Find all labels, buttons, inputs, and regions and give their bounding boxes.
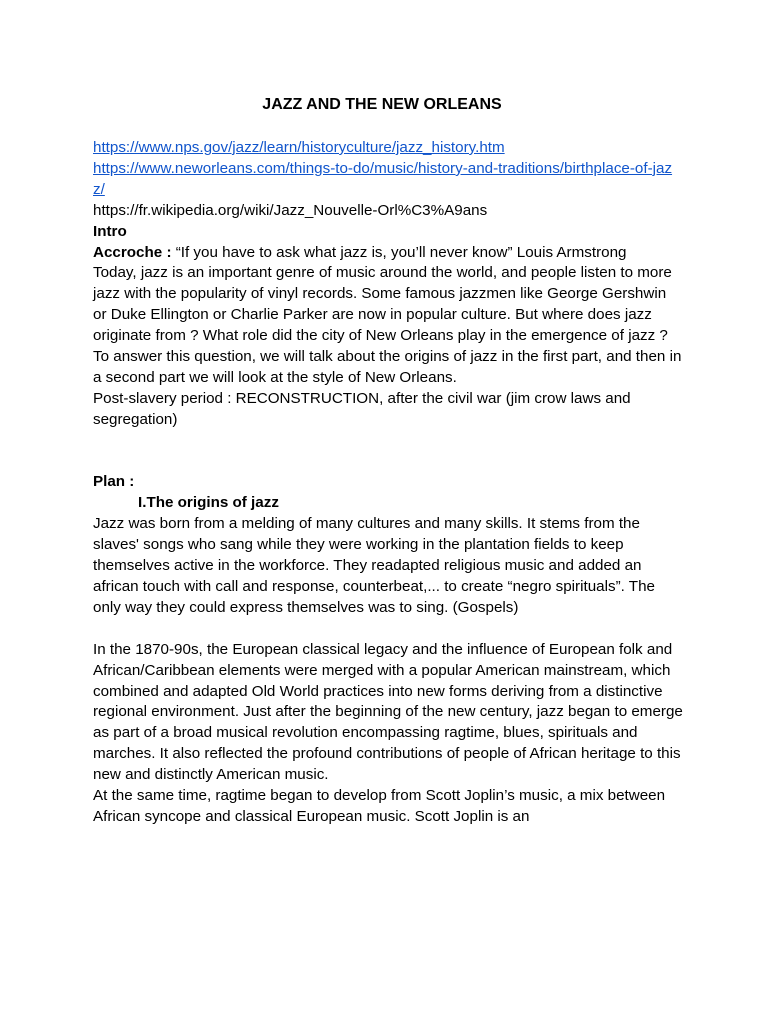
accroche-quote: “If you have to ask what jazz is, you’ll never know” Louis Armstrong (171, 243, 627, 261)
source-url-wikipedia: https://fr.wikipedia.org/wiki/Jazz_Nouvelle-Orl%C3%A9ans (93, 201, 488, 219)
section-one-paragraph-3: At the same time, ragtime began to develop from Scott Joplin’s music, a mix between African syncope and classical European music. Scott Joplin is an (93, 787, 666, 825)
spacer (93, 431, 683, 473)
accroche-label: Accroche : (93, 243, 172, 261)
spacer (93, 619, 683, 640)
document-content (93, 95, 683, 828)
plan-heading: Plan : (93, 473, 135, 491)
source-link-neworleans[interactable]: https://www.neworleans.com/things-to-do/music/history-and-traditions/birthplace-of-jazz/ (93, 159, 673, 198)
source-link-nps[interactable]: https://www.nps.gov/jazz/learn/historyculture/jazz_history.htm (93, 139, 505, 156)
section-one-heading: I.The origins of jazz (138, 494, 279, 512)
section-one-paragraph-2: In the 1870-90s, the European classical legacy and the influence of European folk and African/Caribbean elements were merged with a popular American mainstream, which combined and adapted Old World practices into new forms deriving from a distinctive regional environment. Just after the beginning of the new century, jazz began to emerge as part of a broad musical revolution encompassing ragtime, blues, spirituals and marches. It also reflected the profound contributions of people of African heritage to this new and distinctly American music. (93, 640, 683, 784)
document-title: JAZZ AND THE NEW ORLEANS (262, 96, 502, 113)
intro-paragraph: Today, jazz is an important genre of music around the world, and people listen to more jazz with the popularity of vinyl records. Some famous jazzmen like George Gershwin or Duke Ellington or Charlie Parker are now in popular culture. But where does jazz originate from ? What role did the city of New Orleans play in the emergence of jazz ? To answer this question, we will talk about the origins of jazz in the first part, and then in a second part we will look at the style of New Orleans. (93, 264, 682, 386)
post-slavery-note: Post-slavery period : RECONSTRUCTION, after the civil war (jim crow laws and segregation) (93, 389, 631, 428)
intro-heading: Intro (93, 222, 127, 240)
accroche-paragraph (93, 243, 683, 264)
section-one-paragraph-1: Jazz was born from a melding of many cultures and many skills. It stems from the slaves' songs who sang while they were working in the plantation fields to keep themselves active in the workforce. They readapted religious music and added an african touch with call and response, counterbeat,... to create “negro spirituals”. The only way they could express themselves was to sing. (Gospels) (93, 515, 655, 616)
